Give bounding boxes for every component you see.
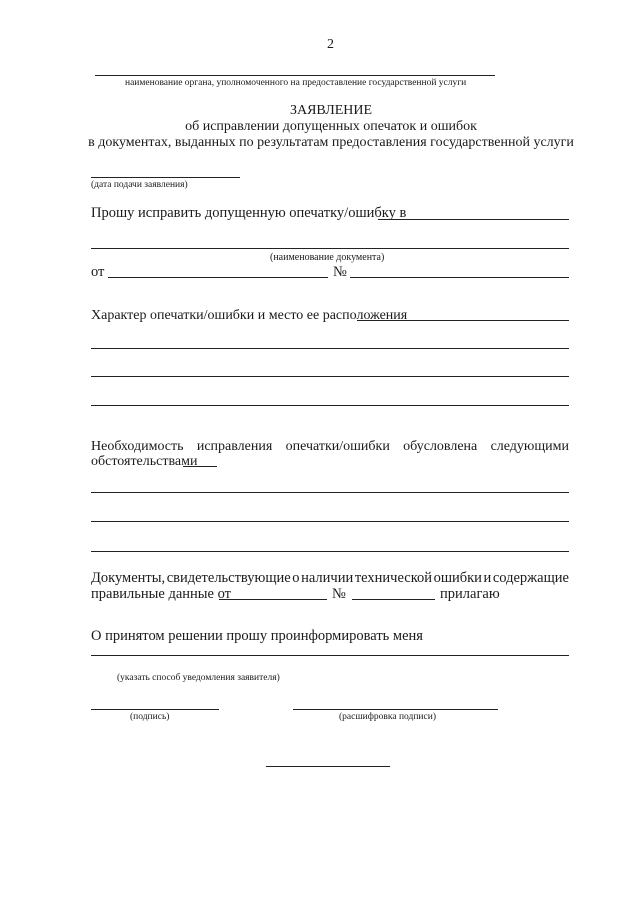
correct-data-number-sign: № (332, 586, 346, 602)
document-subtitle-1: об исправлении допущенных опечаток и ошибок (185, 119, 477, 134)
documents-word: наличии (301, 570, 354, 586)
notify-caption: (указать способ уведомления заявителя) (117, 673, 280, 683)
documents-word: Документы, (91, 570, 166, 586)
document-number-field[interactable] (350, 277, 569, 278)
notify-method-field[interactable] (91, 655, 569, 656)
necessity-text (91, 439, 569, 455)
documents-word: и (483, 570, 492, 586)
nature-line-2[interactable] (91, 348, 569, 349)
request-text: Прошу исправить допущенную опечатку/ошибку в (91, 205, 407, 221)
request-document-field[interactable] (378, 219, 569, 220)
documents-word: свидетельствующие (166, 570, 291, 586)
signature-caption: (подпись) (130, 712, 170, 722)
decryption-caption: (расшифровка подписи) (339, 712, 436, 722)
circumstances-text: обстоятельствами (91, 454, 198, 469)
date-caption: (дата подачи заявления) (91, 180, 188, 190)
attached-text: прилагаю (440, 586, 500, 602)
document-caption: (наименование документа) (270, 252, 385, 263)
correct-data-date-field[interactable] (219, 599, 327, 600)
document-title: ЗАЯВЛЕНИЕ (289, 103, 373, 118)
circumstances-field[interactable] (183, 466, 217, 467)
document-name-field[interactable] (91, 248, 569, 249)
nature-text: Характер опечатки/ошибки и место ее расположения (91, 308, 408, 323)
signature-decryption-field[interactable] (293, 709, 498, 710)
correct-data-text: правильные данные от (91, 586, 231, 602)
nature-line-4[interactable] (91, 405, 569, 406)
necessity-word: следующими (490, 439, 569, 454)
document-subtitle-2: в документах, выданных по результатам предоставления государственной услуги (88, 135, 574, 150)
page-number: 2 (327, 37, 334, 52)
from-label: от (91, 264, 105, 280)
signature-field[interactable] (91, 709, 219, 710)
documents-word: ошибки (433, 570, 482, 586)
necessity-word: обусловлена (403, 439, 478, 454)
circumstances-line-4[interactable] (91, 551, 569, 552)
authority-line (95, 75, 495, 76)
nature-field[interactable] (357, 320, 569, 321)
circumstances-line-2[interactable] (91, 492, 569, 493)
necessity-word: опечатки/ошибки (285, 439, 390, 454)
necessity-word: исправления (196, 439, 273, 454)
documents-text (91, 570, 569, 587)
date-line (91, 177, 240, 178)
from-date-field[interactable] (108, 277, 328, 278)
number-sign: № (333, 264, 347, 280)
correct-data-number-field[interactable] (352, 599, 435, 600)
inform-text: О принятом решении прошу проинформировать меня (91, 628, 423, 644)
necessity-word: Необходимость (91, 439, 184, 454)
closing-separator (266, 766, 390, 767)
documents-word: содержащие (492, 570, 569, 586)
documents-word: технической (354, 570, 433, 586)
circumstances-line-3[interactable] (91, 521, 569, 522)
documents-word: о (292, 570, 300, 586)
nature-line-3[interactable] (91, 376, 569, 377)
authority-caption: наименование органа, уполномоченного на предоставление государственной услуги (125, 78, 467, 88)
